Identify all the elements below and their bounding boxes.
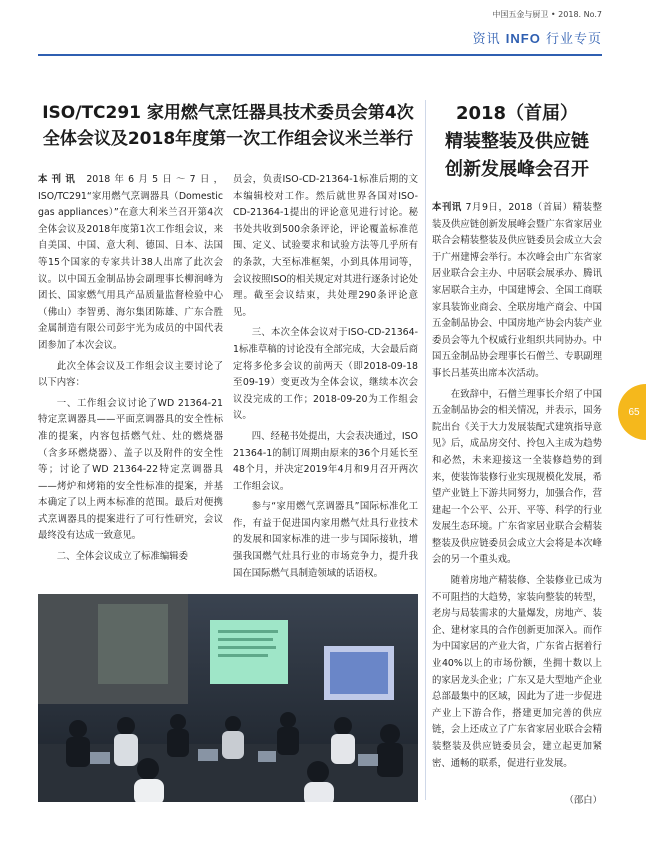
paragraph: 在致辞中，石僧兰理事长介绍了中国五金制品协会的相关情况，并表示，国务院出台《关于大力发展装配式建筑指导意见》后，成品房交付、拎包入主成为趋势和必然，未来迎接这一全装修趋势的到来，使装饰装修行业实现规模化发展，希望产业链上下游共同努力，加强合作，营建起一个公平、公开、平等、科学的行业发展生态环境。广东省家居业联合会精装整装及供应链委员会成立大会将是本次峰会的另一个重头戏。	[432, 388, 602, 566]
section-cn-1: 资讯	[472, 32, 501, 47]
paragraph-text: 7月9日，2018（首届）精装整装及供应链创新发展峰会暨广东省家居业联合会精装整装及供应链委员会成立大会于广州建博会举行。本次峰会由广东省家居业联合会主办、中居联会展承办、腾讯家居联合主办，中国建博会、全国工商联家具装饰业商会、全联房地产商会、中国五金制品协会、中国房地产协会内装产业委员会等九个权威行业组织共同协办。中国五金制品协会理事长石僧兰、专职副理事长吕基英出席本次活动。	[432, 202, 602, 379]
paragraph: 参与“家用燃气烹调器具”国际标准化工作，有益于促进国内家用燃气灶具行业技术的发展和国家标准的进一步与国际接轨，增强我国燃气灶具行业的市场竞争力，提升我国在国际燃气具制造领域的话语权。	[233, 501, 418, 579]
author-credit: （邵白）	[564, 795, 602, 806]
left-title-line-1: ISO/TC291 家用燃气烹饪器具技术委员会第4次	[42, 103, 414, 123]
paragraph-text: 2018年6月5日～7日，ISO/TC291“家用燃气烹调器具（Domestic gas appliances）”在意大利米兰召开第4次全体会议及2018年度第1次工作组会议，来自美国、中国、意大利、德国、日本、法国等15个国家的专家共计38人出席了此次会议。以中国五金制品协会副理事长柳润峰为团长、国家燃气用具产品质量监督检验中心（佛山）李智勇、海尔集团陈雄、广东合胜金属制造有限公司彭宇光为成员的中国代表团参加了本次会议。	[38, 174, 223, 351]
paragraph	[38, 172, 223, 355]
right-title-line-2: 精装整装及供应链	[445, 131, 589, 152]
section-info: INFO	[505, 31, 541, 46]
left-article-column-2	[233, 172, 418, 582]
paragraph: 四、经秘书处提出，大会表决通过，ISO 21364-1的制订周期由原来的36个月延长至48个月，并决定2019年4月和9月召开两次工作组会议。	[233, 430, 418, 492]
paragraph: 一、工作组会议讨论了WD 21364-21特定烹调器具——平面烹调器具的安全性标准的提案，内容包括燃气灶、灶的燃烧器（含多环燃烧器）、盖子以及附件的安全性等；讨论了WD 21364-22特定烹调器具——烤炉和烤箱的安全性标准的提案，并基本确定了以上两本标准的范围。最后对便携式烹调器具的提案进行了可行性研究，会议最终没有达成一致意见。	[38, 397, 223, 542]
paragraph	[432, 200, 602, 383]
window-light	[98, 604, 168, 684]
paragraph: 二、全体会议成立了标准编辑委	[56, 551, 189, 563]
paragraph: 随着房地产精装修、全装修业已成为不可阻挡的大趋势，家装向整装的转型，老房与局装需求的大量爆发，房地产、装企、建材家具的合作创新更加深入。而作为中国家居的产业大省，广东省占据着行业40%以上的市场份额，坐拥十数以上的家居龙头企业；广东又是大型地产企业总部最集中的区域，因此为了进一步促进产业上下游合作，搭建更加完善的供应链，会上还成立了广东省家居业联合会精装整装及供应链委员会，建立起更加紧密、通畅的联系，促进行业发展。	[432, 575, 602, 769]
lead-tag: 本刊讯	[38, 174, 80, 185]
paragraph: 三、本次全体会议对于ISO-CD-21364-1标准草稿的讨论没有全部完成，大会最后商定将多伦多会议的前两天（即2018-09-18至09-19）变更改为全体会议，继续本次会议没完成的工作；2018-09-20为工作组会议。	[233, 327, 418, 422]
issue-header: 中国五金与厨卫 • 2018. No.7	[492, 10, 602, 19]
right-article-column	[432, 200, 602, 800]
projector-screen-1-text	[218, 630, 278, 633]
page-number-tab: 65	[618, 384, 646, 440]
header-rule	[38, 54, 602, 56]
section-cn-2: 行业专页	[545, 32, 602, 47]
left-article-title	[38, 100, 418, 152]
right-title-line-1: 2018（首届）	[455, 103, 579, 124]
paragraph: 员会，负责ISO-CD-21364-1标准后期的文本编辑校对工作。然后就世界各国对ISO-CD-21364-1提出的评论意见进行讨论。秘书处共收到500余条评论，评论覆盖标准范围、定义、试验要求和试验方法等几乎所有的条款，大至标准框架，小到具体用词等，会议按照ISO的相关规定对其进行逐条讨论处理。截至会议结束，共处理290条评论意见。	[233, 174, 418, 318]
section-header	[473, 28, 602, 47]
meeting-photo	[38, 594, 418, 802]
left-title-line-2: 全体会议及2018年度第一次工作组会议米兰举行	[42, 129, 414, 149]
lead-tag: 本刊讯	[432, 202, 462, 213]
right-article-title	[432, 100, 602, 184]
paragraph: 此次全体会议及工作组会议主要讨论了以下内容：	[38, 360, 223, 389]
projector-screen-1	[210, 620, 288, 684]
right-title-line-3: 创新发展峰会召开	[445, 159, 589, 180]
column-divider	[425, 100, 426, 800]
meeting-photo-illustration	[38, 594, 418, 802]
left-article-column-1	[38, 172, 223, 582]
